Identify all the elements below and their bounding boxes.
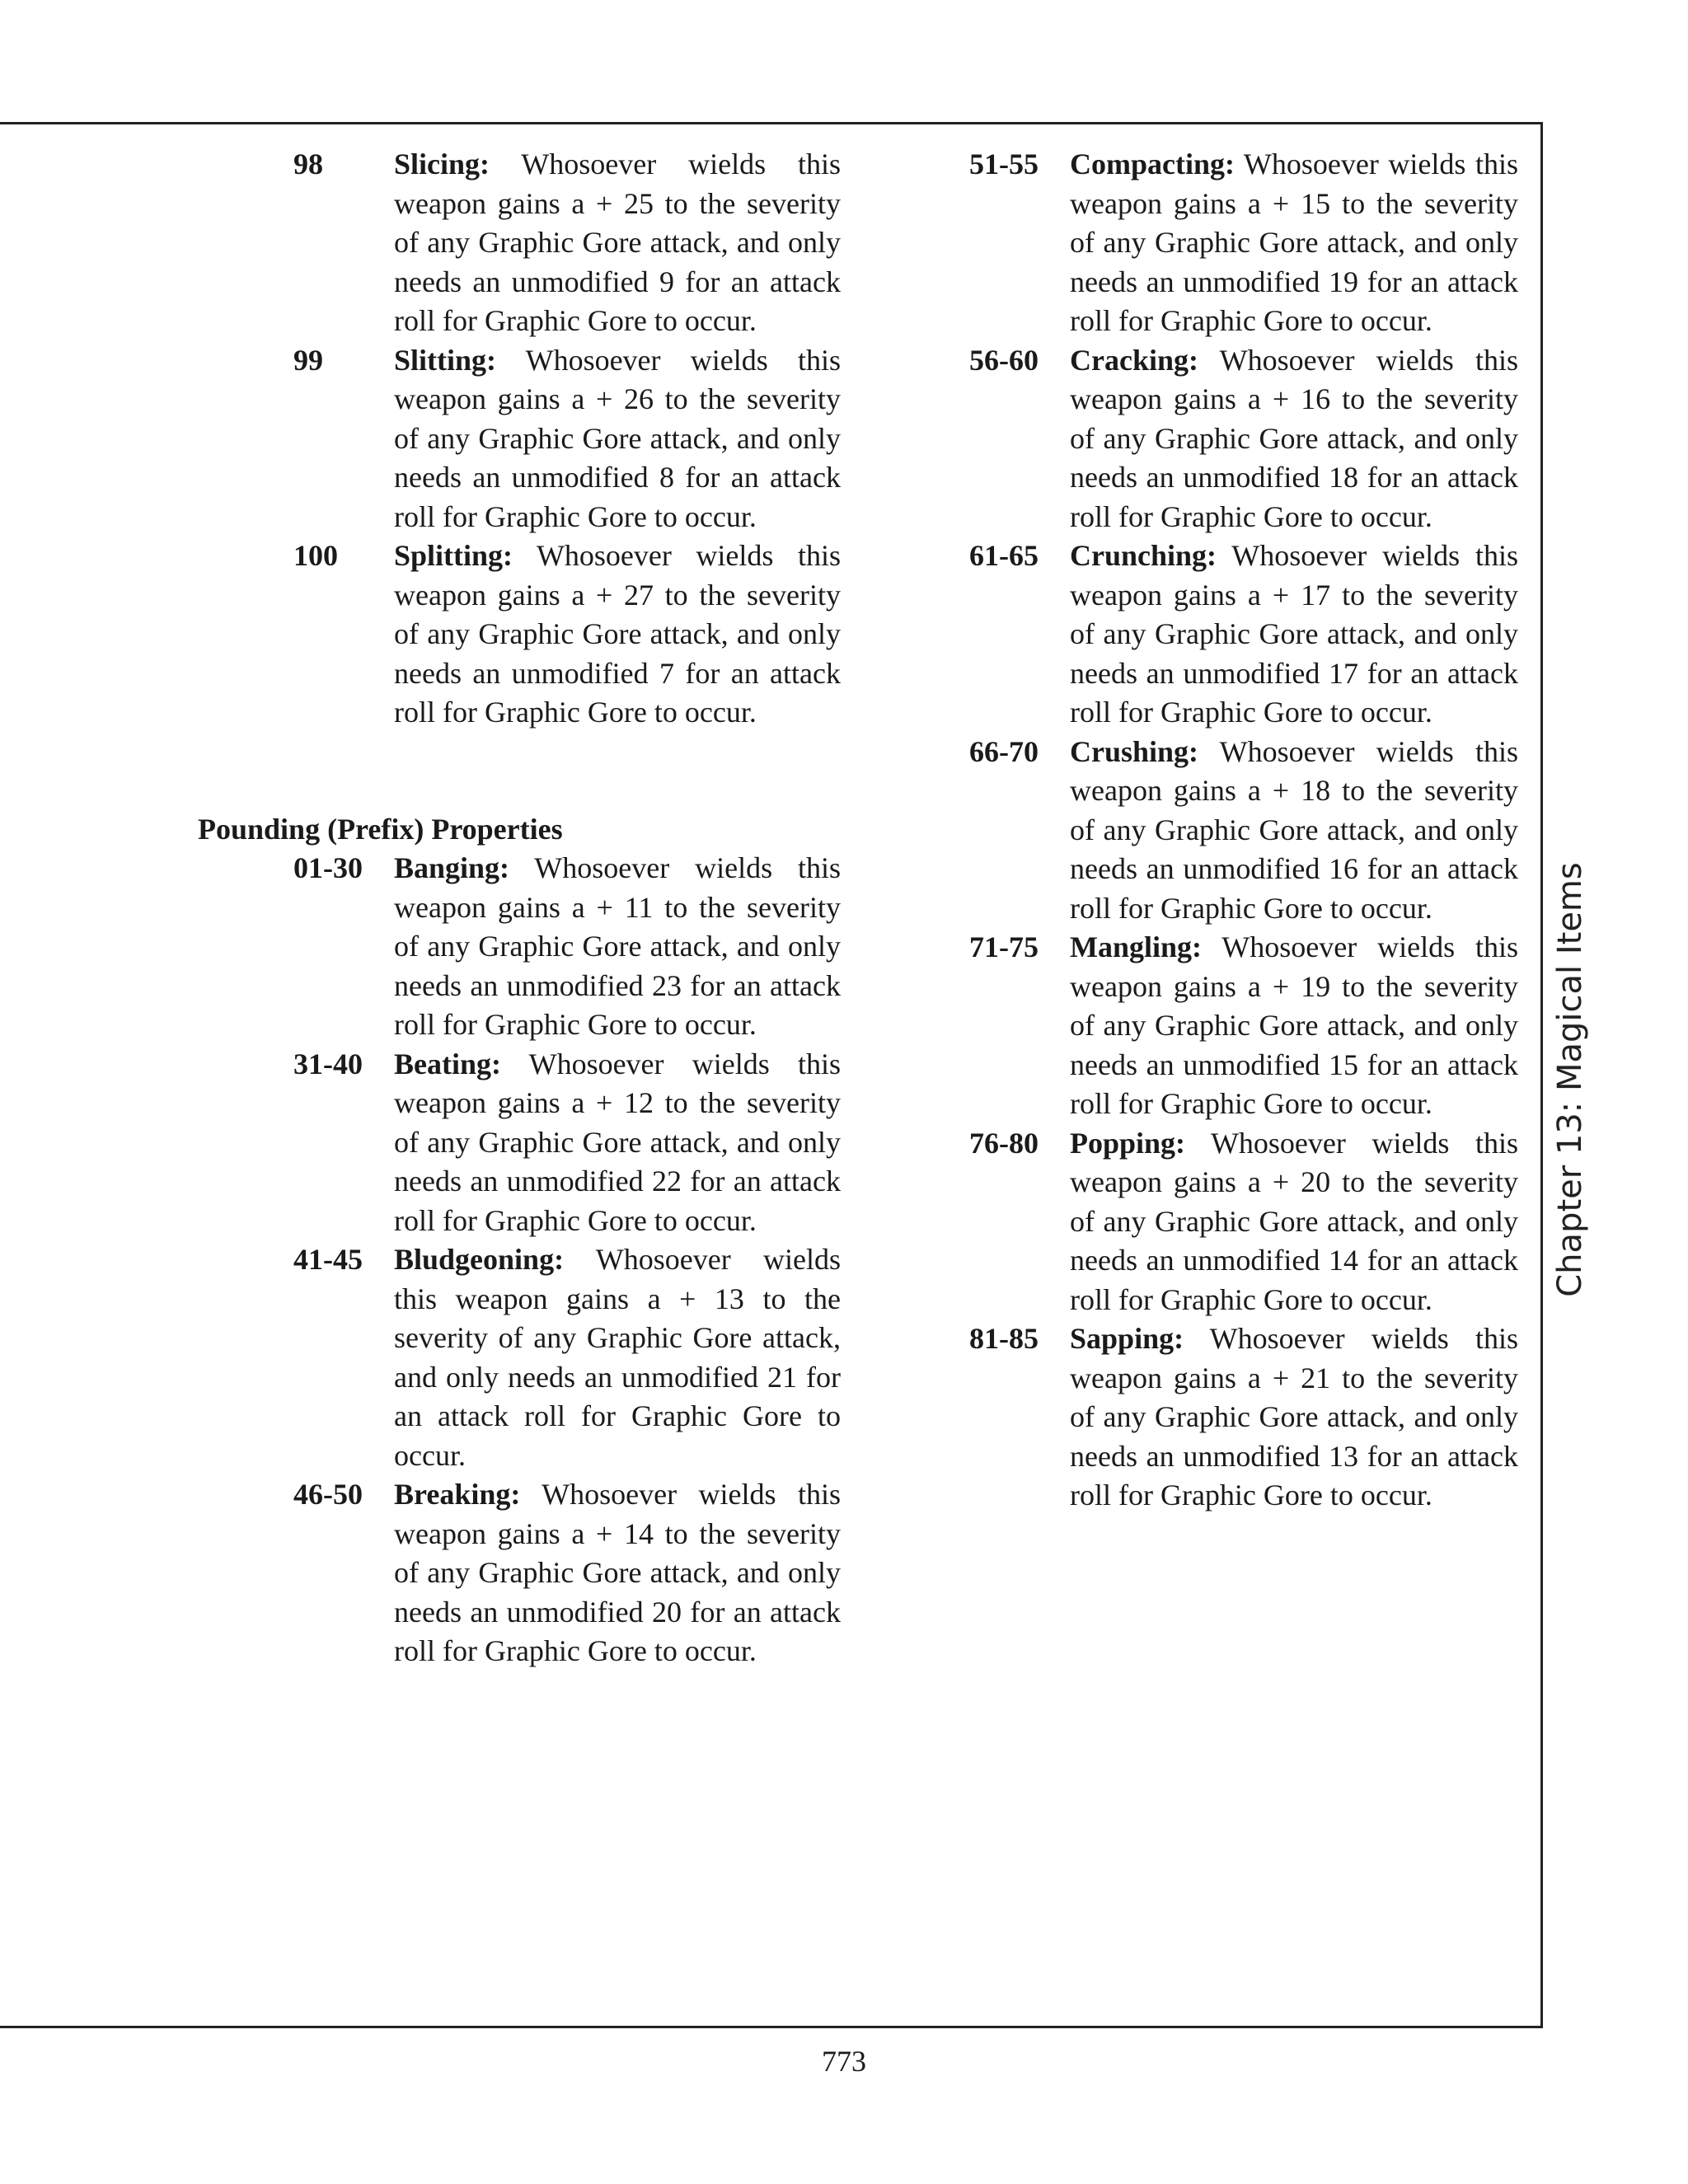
- property-description: Whosoever wields this weapon gains a + 21 to the severity of any Graphic Gore attack, and only needs an unmodified 13 for an attack roll for Graphic Gore to occur.: [1070, 1322, 1518, 1511]
- roll-range: 41-45: [293, 1243, 363, 1276]
- entry-text: [394, 145, 841, 341]
- roll-range: 66-70: [969, 734, 1039, 768]
- entry: [198, 1045, 841, 1241]
- property-name: Bludgeoning:: [394, 1243, 565, 1276]
- property-name: Mangling:: [1070, 930, 1203, 963]
- roll-range: 98: [293, 148, 323, 180]
- right-column: [874, 145, 1518, 1516]
- page-number: 773: [822, 2045, 866, 2078]
- property-description: Whosoever wields this weapon gains a + 16 to the severity of any Graphic Gore attack, and only needs an unmodified 18 for an attack roll for Graphic Gore to occur.: [1070, 343, 1518, 533]
- property-name: Breaking:: [394, 1478, 521, 1511]
- property-name: Crunching:: [1070, 539, 1217, 572]
- entry-text: [394, 537, 841, 733]
- property-description: Whosoever wields this weapon gains a + 25 to the severity of any Graphic Gore attack, and only needs an unmodified 9 for an attack roll for Graphic Gore to occur.: [394, 148, 841, 337]
- entry: [874, 1124, 1518, 1320]
- entry: [198, 1475, 841, 1671]
- roll-range: 100: [293, 539, 338, 572]
- property-name: Slitting:: [394, 343, 497, 377]
- roll-range: 46-50: [293, 1478, 363, 1511]
- entry: [198, 1240, 841, 1475]
- entry-text: [1070, 145, 1518, 341]
- entry-text: [1070, 537, 1518, 733]
- entry-text: [1070, 733, 1518, 929]
- property-name: Sapping:: [1070, 1322, 1184, 1355]
- roll-range: 01-30: [293, 851, 363, 884]
- entry-text: [1070, 341, 1518, 537]
- property-description: Whosoever wields this weapon gains a + 12 to the severity of any Graphic Gore attack, and only needs an unmodified 22 for an attack roll for Graphic Gore to occur.: [394, 1047, 841, 1237]
- entry: [198, 849, 841, 1045]
- entry-text: [1070, 1319, 1518, 1516]
- property-description: Whosoever wields this weapon gains a + 17 to the severity of any Graphic Gore attack, and only needs an unmodified 17 for an attack roll for Graphic Gore to occur.: [1070, 539, 1518, 729]
- entry: [198, 145, 841, 341]
- roll-range: 99: [293, 343, 323, 377]
- property-description: Whosoever wields this weapon gains a + 26 to the severity of any Graphic Gore attack, and only needs an unmodified 8 for an attack roll for Graphic Gore to occur.: [394, 343, 841, 533]
- entry: [198, 341, 841, 537]
- property-description: Whosoever wields this weapon gains a + 11 to the severity of any Graphic Gore attack, and only needs an unmodified 23 for an attack roll for Graphic Gore to occur.: [394, 851, 841, 1041]
- entry-text: [394, 849, 841, 1045]
- entry-text: [1070, 928, 1518, 1124]
- entry: [874, 145, 1518, 341]
- property-name: Cracking:: [1070, 343, 1198, 377]
- entry-text: [394, 1045, 841, 1241]
- roll-range: 61-65: [969, 539, 1039, 572]
- page-frame-top-rule: [0, 122, 1543, 124]
- entry-text: [1070, 1124, 1518, 1320]
- property-name: Splitting:: [394, 539, 513, 572]
- property-description: Whosoever wields this weapon gains a + 19 to the severity of any Graphic Gore attack, and only needs an unmodified 15 for an attack roll for Graphic Gore to occur.: [1070, 930, 1518, 1120]
- roll-range: 71-75: [969, 930, 1039, 963]
- roll-range: 51-55: [969, 148, 1039, 180]
- section-title: Pounding (Prefix) Properties: [198, 812, 563, 846]
- roll-range: 56-60: [969, 343, 1039, 377]
- entry: [198, 537, 841, 733]
- property-description: Whosoever wields this weapon gains a + 13 to the severity of any Graphic Gore attack, and only needs an unmodified 21 for an attack roll for Graphic Gore to occur.: [394, 1243, 841, 1472]
- entry: [874, 928, 1518, 1124]
- roll-range: 76-80: [969, 1126, 1039, 1160]
- property-name: Slicing:: [394, 148, 490, 180]
- roll-range: 31-40: [293, 1047, 363, 1080]
- property-description: Whosoever wields this weapon gains a + 18 to the severity of any Graphic Gore attack, and only needs an unmodified 16 for an attack roll for Graphic Gore to occur.: [1070, 734, 1518, 925]
- chapter-label: Chapter 13: Magical Items: [1551, 862, 1589, 1297]
- property-description: Whosoever wields this weapon gains a + 15 to the severity of any Graphic Gore attack, and only needs an unmodified 19 for an attack roll for Graphic Gore to occur.: [1070, 148, 1518, 337]
- entry: [874, 1319, 1518, 1516]
- entry: [874, 537, 1518, 733]
- entry-text: [394, 341, 841, 537]
- property-description: Whosoever wields this weapon gains a + 27 to the severity of any Graphic Gore attack, and only needs an unmodified 7 for an attack roll for Graphic Gore to occur.: [394, 539, 841, 729]
- page-frame-bottom-rule: [0, 2026, 1543, 2028]
- property-description: Whosoever wields this weapon gains a + 20 to the severity of any Graphic Gore attack, and only needs an unmodified 14 for an attack roll for Graphic Gore to occur.: [1070, 1126, 1518, 1316]
- entry: [874, 341, 1518, 537]
- chapter-sidebar: [1541, 862, 1599, 1297]
- left-column: [198, 145, 841, 1671]
- entry: [874, 733, 1518, 929]
- roll-range: 81-85: [969, 1322, 1039, 1355]
- entry-text: [394, 1475, 841, 1671]
- property-name: Banging:: [394, 851, 510, 884]
- property-name: Popping:: [1070, 1126, 1186, 1160]
- entry-text: [394, 1240, 841, 1475]
- property-name: Compacting:: [1070, 148, 1235, 180]
- property-name: Crushing:: [1070, 734, 1199, 768]
- property-description: Whosoever wields this weapon gains a + 14 to the severity of any Graphic Gore attack, and only needs an unmodified 20 for an attack roll for Graphic Gore to occur.: [394, 1478, 841, 1667]
- property-name: Beating:: [394, 1047, 501, 1080]
